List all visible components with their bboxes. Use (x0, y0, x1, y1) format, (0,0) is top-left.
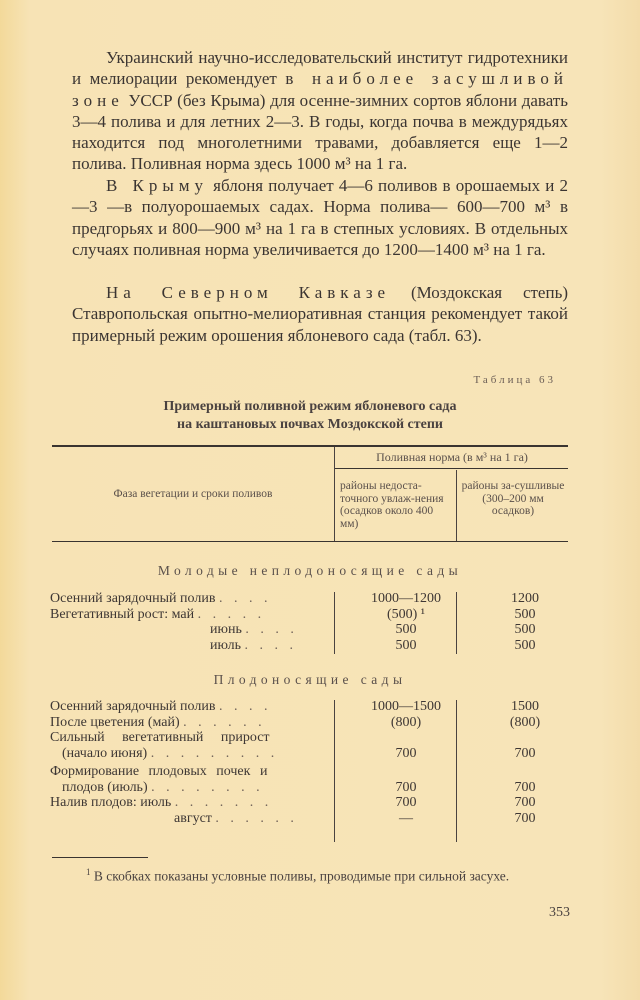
row-label: Вегетативный рост: май (50, 606, 195, 622)
leader-dots: . . . . (244, 637, 297, 653)
value-arid: 700 (514, 810, 536, 826)
page-number: 353 (549, 905, 570, 920)
leader-dots: . . . . (218, 591, 272, 606)
value-insufficient: 1000—1200 (371, 591, 441, 606)
row-label: июнь (210, 622, 242, 637)
column-group-header-irrigation-norm: Поливная норма (в м³ на 1 га) (376, 450, 528, 464)
column-header-arid-regions: районы за-сушливые (300–200 мм осадков) (461, 480, 565, 517)
value-insufficient: (800) (390, 714, 422, 730)
table-title-line-2: на каштановых почвах Моздокской степи (177, 417, 443, 432)
table-header-bottom-rule (52, 541, 568, 542)
row-label: июль (210, 637, 241, 653)
value-arid: (800) (509, 714, 541, 730)
paragraph-2-spaced-emphasis: В Крыму (106, 176, 209, 195)
value-arid: 1200 (511, 591, 539, 606)
row-label: Осенний зарядочный полив (50, 699, 216, 714)
value-arid: 500 (514, 637, 536, 653)
row-label: (начало июня) (62, 745, 148, 761)
paragraph-2-text: яблоня получает 4—6 поливов в орошаемых и 2—3 —в полуорошаемых садах. Норма полива— 600—700 м³ в предгорьях и 800—900 м³ на 1 га в степных условиях. В отдельных случаях поливная норма увеличивается до 1200—1400 м³ на 1 га. (72, 176, 569, 259)
value-arid: 700 (514, 745, 536, 761)
value-arid: 500 (514, 622, 536, 637)
row-label: Сильный вегетативный прирост (50, 730, 270, 745)
leader-dots: . . . . (245, 622, 298, 637)
body-paragraph-3 (72, 282, 568, 346)
row-label: плодов (июль) (62, 779, 148, 795)
leader-dots: . . . . . . . (174, 795, 273, 810)
row-label: Формирование плодовых почек и (50, 764, 268, 779)
paragraph-1-text: УССР (без Крыма) для осенне-зимних сортов яблони давать 3—4 полива и для летних 2—3. В годы, когда почва в междурядьях находится под многолетними травами, добавляется еще 1—2 полива. Поливная норма здесь 1000 м³ на 1 га. (72, 90, 568, 174)
value-insufficient: 700 (395, 779, 417, 795)
paragraph-1-lead: Украинский научно-исследовательский институт гидротехники и мелиорации рекомендует (72, 48, 568, 89)
value-arid: 500 (514, 606, 536, 622)
table-top-rule (52, 445, 568, 447)
value-arid: 1500 (511, 699, 539, 714)
leader-dots: . . . . . . . . . (150, 745, 279, 761)
table-header-divider-2 (456, 470, 457, 541)
leader-dots: . . . . . . (183, 714, 266, 730)
leader-dots: . . . . . . . . (151, 779, 264, 795)
footnote-separator (52, 857, 148, 858)
section-title-fruiting-orchards: Плодоносящие сады (213, 672, 407, 687)
paragraph-3-text: (Моздокская степь) Ставропольская опытно-мелиоративная станция рекомендует такой примерный режим орошения яблоневого сада (табл. 63). (72, 283, 568, 345)
table-number-label: Таблица 63 (473, 374, 556, 386)
value-insufficient: (500) ¹ (386, 606, 426, 622)
row-label: После цветения (май) (50, 714, 180, 730)
row-label: Осенний зарядочный полив (50, 591, 216, 606)
leader-dots: . . . . . . (215, 810, 298, 826)
body-paragraph-2 (72, 175, 568, 260)
paragraph-1-spaced-emphasis: в наиболее засушливой зоне (72, 69, 568, 110)
row-label: Налив плодов: июль (50, 795, 172, 810)
value-insufficient: 1000—1500 (371, 699, 441, 714)
footnote-text: В скобках показаны условные поливы, проводимые при сильной засухе. (93, 868, 510, 884)
leader-dots: . . . . (218, 699, 272, 714)
value-arid: 700 (514, 779, 536, 795)
section-title-young-orchards: Молодые неплодоносящие сады (157, 563, 463, 578)
value-insufficient: 700 (395, 795, 417, 810)
value-insufficient: 500 (395, 622, 417, 637)
leader-dots: . . . . . (197, 606, 266, 622)
table-title (52, 398, 568, 434)
column-header-phase: Фаза вегетации и сроки поливов (113, 488, 273, 500)
table-title-line-1: Примерный поливной режим яблоневого сада (163, 399, 457, 414)
footnote-marker: 1 (86, 867, 91, 877)
paragraph-3-spaced-emphasis: На Северном Кавказе (106, 283, 391, 302)
value-arid: 700 (514, 795, 536, 810)
value-insufficient: 700 (395, 745, 417, 761)
row-label: август (174, 810, 212, 826)
value-insufficient: — (399, 810, 413, 826)
footnote (52, 864, 568, 885)
body-paragraph-1 (72, 47, 568, 175)
column-header-insufficient-moisture: районы недоста-точного увлаж-нения (осадков около 400 мм) (340, 480, 444, 530)
value-insufficient: 500 (395, 637, 417, 653)
table-group-rule (334, 468, 568, 469)
table-header-divider-1 (334, 447, 335, 541)
